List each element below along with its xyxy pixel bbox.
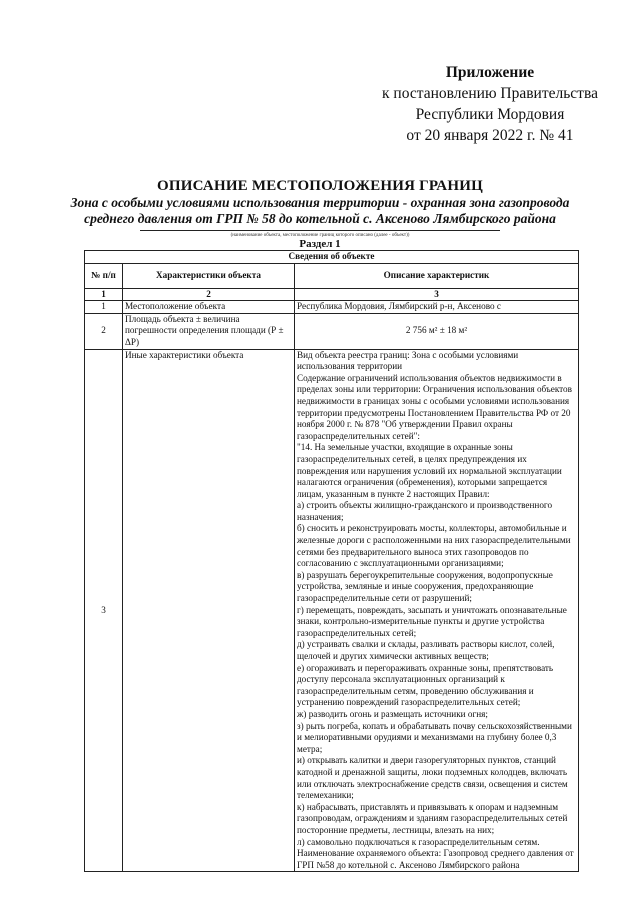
document-subtitle [60, 195, 580, 227]
table-row [85, 313, 579, 349]
description-line: в) разрушать берегоукрепительные сооружения, водопропускные устройства, земляные и иные сооружения, предохраняющие газораспределительные сети от разрушений; [297, 569, 553, 604]
subtitle-line-2: среднего давления от ГРП № 58 до котельной с. Аксеново Лямбирского района [84, 211, 556, 226]
header-number-1: 1 [85, 288, 123, 301]
row-num: 3 [85, 349, 123, 872]
table-row [85, 301, 579, 314]
header-number-2: 2 [123, 288, 295, 301]
row-num: 2 [85, 313, 123, 349]
description-line: а) строить объекты жилищно-гражданского и производственного назначения; [297, 500, 553, 522]
header-characteristic: Характеристики объекта [123, 263, 295, 288]
description-line: б) сносить и реконструировать мосты, коллекторы, автомобильные и железные дороги с расположенными на них газораспределительными сетями без предварительного выноса этих газопроводов по согласованию с эксплуатационными организациями; [297, 523, 571, 569]
subtitle-line-1: Зона с особыми условиями использования территории - охранная зона газопровода [70, 195, 570, 210]
table-caption-row [85, 251, 579, 264]
description-line: "14. На земельные участки, входящие в охранные зоны газораспределительных сетей, в целях предупреждения их повреждения или нарушения условий их нормальной эксплуатации налагаются ограничения (обременения), которыми запрещается лицам, указанным в пункте 2 настоящих Правил: [297, 442, 562, 499]
object-info-table [84, 250, 579, 872]
header-description: Описание характеристик [295, 263, 579, 288]
row-characteristic: Площадь объекта ± величина погрешности определения площади (Р ± ΔР) [123, 313, 295, 349]
appendix-line-2: Республики Мордовия [415, 106, 565, 123]
description-line: Вид объекта реестра границ: Зона с особыми условиями использования территории [297, 349, 519, 372]
description-line: к) набрасывать, приставлять и привязывать к опорам и надземным газопроводам, ограждениям и зданиям газораспределительных сетей посторонние предметы, лестницы, влезать на них; [297, 801, 568, 835]
appendix-line-3: от 20 января 2022 г. № 41 [406, 127, 574, 144]
description-line: и) открывать калитки и двери газорегуляторных пунктов, станций катодной и дренажной защиты, люки подземных колодцев, включать или отключать электроснабжение средств связи, освещения и систем телемеханики; [297, 755, 568, 801]
table-row [85, 349, 579, 872]
header-number-3: 3 [295, 288, 579, 301]
table-caption: Сведения об объекте [85, 251, 579, 264]
description-line: л) самовольно подключаться к газораспределительным сетям. [297, 836, 540, 847]
description-line: г) перемещать, повреждать, засыпать и уничтожать опознавательные знаки, контрольно-измерительные пункты и другие устройства газораспределительных сетей; [297, 604, 567, 638]
description-line: ж) разводить огонь и размещать источники огня; [297, 708, 488, 719]
appendix-title: Приложение [445, 64, 535, 81]
description-line: Наименование охраняемого объекта: Газопровод среднего давления от ГРП №58 до котельной с. Аксеново Лямбирского района [297, 848, 574, 870]
row-characteristic: Иные характеристики объекта [123, 349, 295, 872]
description-line: е) огораживать и перегораживать охранные зоны, препятствовать доступу персонала эксплуатационных организаций к газораспределительным сетям, проведению обслуживания и устранению повреждений газораспределительных сетей; [297, 662, 554, 708]
description-line: з) рыть погреба, копать и обрабатывать почву сельскохозяйственными и мелиоративными орудиями и механизмами на глубину более 0,3 метра; [297, 720, 572, 754]
table-header-row [85, 263, 579, 288]
header-num: № п/п [85, 263, 123, 288]
row-num: 1 [85, 301, 123, 314]
row-description: Республика Мордовия, Лямбирский р-н, Аксеново с [295, 301, 579, 314]
row-characteristic: Местоположение объекта [123, 301, 295, 314]
description-line: д) устраивать свалки и склады, разливать растворы кислот, солей, щелочей и других химически активных веществ; [297, 639, 555, 661]
appendix-block [370, 62, 610, 146]
row-description [295, 349, 579, 872]
document-title: ОПИСАНИЕ МЕСТОПОЛОЖЕНИЯ ГРАНИЦ [157, 178, 483, 194]
table-header-numbers-row [85, 288, 579, 301]
appendix-line-1: к постановлению Правительства [382, 85, 598, 102]
section-label: Раздел 1 [299, 238, 341, 250]
description-line: Содержание ограничений использования объектов недвижимости в пределах зоны или территории: Ограничения использования объектов недвижимости в границах зоны с особыми условиями использования территории предусмотрены Постановлением Правительства РФ от 20 ноября 2000 г. № 878 "Об утверждении Правил охраны газораспределительных сетей": [297, 372, 572, 441]
row-description: 2 756 м² ± 18 м² [295, 313, 579, 349]
underline-caption: (наименование объекта, местоположение границ которого описано (далее - объект)) [140, 230, 500, 239]
